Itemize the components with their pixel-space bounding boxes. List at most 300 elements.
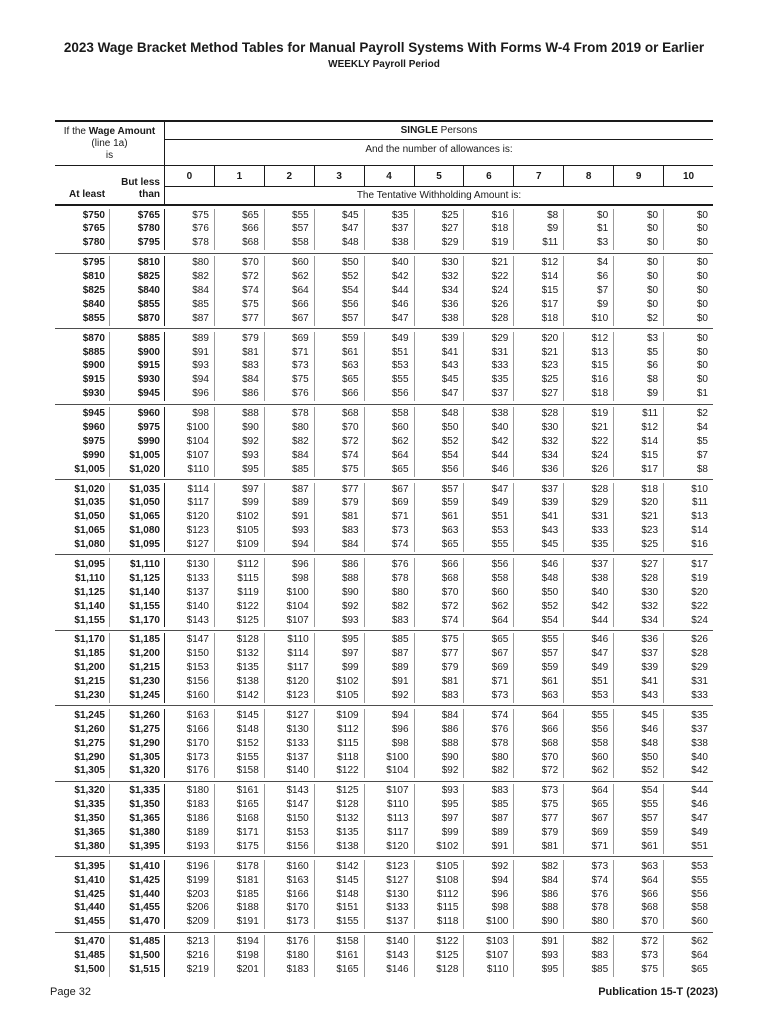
withholding-amount: $63	[514, 689, 564, 703]
withholding-amount: $64	[365, 449, 415, 463]
withholding-amount: $87	[464, 812, 514, 826]
wage-bracket-row	[55, 826, 713, 840]
withholding-amount: $29	[464, 332, 514, 346]
at-least-value: $855	[55, 312, 110, 326]
withholding-amount: $90	[514, 915, 564, 929]
withholding-amount: $122	[215, 600, 265, 614]
withholding-amount: $48	[415, 407, 465, 421]
withholding-amount: $86	[514, 888, 564, 902]
withholding-amount: $14	[691, 525, 708, 537]
withholding-amount: $46	[365, 298, 415, 312]
at-least-value: $930	[55, 387, 110, 401]
withholding-amount: $110	[265, 633, 315, 647]
wage-row-group	[55, 328, 713, 403]
withholding-amount: $127	[165, 538, 215, 552]
withholding-amount: $45	[415, 373, 465, 387]
withholding-amount: $74	[365, 538, 415, 552]
withholding-amount: $59	[614, 826, 664, 840]
withholding-amount: $38	[365, 236, 415, 250]
at-least-value: $885	[55, 346, 110, 360]
withholding-amount: $19	[564, 407, 614, 421]
wage-bracket-row	[55, 798, 713, 812]
withholding-amount: $156	[265, 840, 315, 854]
at-least-value: $750	[55, 209, 110, 223]
withholding-amount: $133	[165, 572, 215, 586]
withholding-amount: $183	[265, 963, 315, 977]
withholding-amount: $42	[564, 600, 614, 614]
withholding-amount: $171	[215, 826, 265, 840]
wage-bracket-row	[55, 901, 713, 915]
withholding-amount: $15	[514, 284, 564, 298]
withholding-amount: $8	[696, 463, 708, 475]
withholding-amount: $168	[215, 812, 265, 826]
withholding-amount: $60	[265, 256, 315, 270]
withholding-amount: $91	[514, 935, 564, 949]
wage-bracket-row	[55, 812, 713, 826]
withholding-amount: $158	[215, 764, 265, 778]
but-less-than-value: $1,305	[110, 751, 165, 765]
withholding-amount: $81	[315, 510, 365, 524]
withholding-amount: $0	[564, 209, 614, 223]
wage-row-group	[55, 479, 713, 554]
but-less-than-value: $1,470	[110, 915, 165, 929]
withholding-amount: $145	[215, 709, 265, 723]
withholding-amount: $138	[315, 840, 365, 854]
withholding-amount: $37	[464, 387, 514, 401]
but-less-than-value: $1,200	[110, 647, 165, 661]
but-less-than-value: $825	[110, 270, 165, 284]
withholding-amount: $115	[415, 901, 465, 915]
withholding-amount: $20	[614, 496, 664, 510]
wage-bracket-row	[55, 614, 713, 628]
withholding-amount: $91	[165, 346, 215, 360]
withholding-amount: $28	[614, 572, 664, 586]
wage-bracket-row	[55, 463, 713, 477]
withholding-amount: $45	[514, 538, 564, 552]
withholding-amount: $109	[215, 538, 265, 552]
withholding-amount: $72	[315, 435, 365, 449]
but-less-than-value: $1,230	[110, 675, 165, 689]
withholding-amount: $55	[265, 209, 315, 223]
withholding-amount: $82	[564, 935, 614, 949]
withholding-amount: $104	[165, 435, 215, 449]
withholding-amount: $9	[564, 298, 614, 312]
withholding-amount: $40	[691, 751, 708, 763]
withholding-amount: $59	[315, 332, 365, 346]
wage-bracket-row	[55, 332, 713, 346]
withholding-amount: $0	[614, 222, 664, 236]
withholding-amount: $102	[415, 840, 465, 854]
withholding-amount: $46	[614, 723, 664, 737]
allowance-column-header: 10	[682, 171, 695, 182]
withholding-amount: $33	[464, 359, 514, 373]
withholding-amount: $85	[265, 463, 315, 477]
withholding-amount: $69	[464, 661, 514, 675]
withholding-amount: $32	[415, 270, 465, 284]
withholding-amount: $13	[564, 346, 614, 360]
at-least-value: $975	[55, 435, 110, 449]
withholding-amount: $3	[614, 332, 664, 346]
withholding-amount: $4	[564, 256, 614, 270]
wage-row-group	[55, 630, 713, 705]
withholding-amount: $95	[514, 963, 564, 977]
withholding-amount: $39	[614, 661, 664, 675]
withholding-amount: $37	[365, 222, 415, 236]
withholding-amount: $17	[514, 298, 564, 312]
withholding-amount: $23	[514, 359, 564, 373]
withholding-amount: $50	[614, 751, 664, 765]
withholding-amount: $173	[265, 915, 315, 929]
withholding-amount: $35	[365, 209, 415, 223]
withholding-amount: $49	[464, 496, 514, 510]
withholding-amount: $9	[514, 222, 564, 236]
withholding-amount: $83	[464, 784, 514, 798]
withholding-amount: $146	[365, 963, 415, 977]
withholding-amount: $64	[514, 709, 564, 723]
withholding-amount: $0	[696, 271, 708, 283]
withholding-amount: $120	[365, 840, 415, 854]
withholding-amount: $79	[415, 661, 465, 675]
at-least-value: $795	[55, 256, 110, 270]
wage-bracket-row	[55, 524, 713, 538]
withholding-amount: $84	[215, 373, 265, 387]
withholding-amount: $112	[415, 888, 465, 902]
withholding-amount: $104	[365, 764, 415, 778]
withholding-amount: $6	[614, 359, 664, 373]
withholding-amount: $1	[696, 388, 708, 400]
withholding-amount: $127	[265, 709, 315, 723]
withholding-amount: $93	[415, 784, 465, 798]
withholding-amount: $57	[265, 222, 315, 236]
withholding-amount: $11	[614, 407, 664, 421]
withholding-amount: $19	[464, 236, 514, 250]
withholding-amount: $93	[215, 449, 265, 463]
withholding-amount: $36	[514, 463, 564, 477]
withholding-amount: $151	[315, 901, 365, 915]
at-least-value: $1,005	[55, 463, 110, 477]
withholding-amount: $54	[415, 449, 465, 463]
withholding-amount: $130	[165, 558, 215, 572]
withholding-amount: $58	[691, 902, 708, 914]
withholding-amount: $118	[415, 915, 465, 929]
withholding-amount: $40	[464, 421, 514, 435]
withholding-amount: $75	[315, 463, 365, 477]
withholding-amount: $46	[514, 558, 564, 572]
withholding-amount: $73	[514, 784, 564, 798]
allowance-column-header: 1	[215, 166, 265, 186]
withholding-amount: $97	[415, 812, 465, 826]
but-less-than-value: $1,410	[110, 860, 165, 874]
withholding-amount: $142	[315, 860, 365, 874]
withholding-amount: $74	[564, 874, 614, 888]
but-less-than-value: $855	[110, 298, 165, 312]
withholding-amount: $34	[415, 284, 465, 298]
withholding-amount: $79	[215, 332, 265, 346]
wage-bracket-row	[55, 538, 713, 552]
withholding-amount: $65	[464, 633, 514, 647]
but-less-than-value: $1,260	[110, 709, 165, 723]
withholding-amount: $143	[165, 614, 215, 628]
withholding-amount: $68	[215, 236, 265, 250]
at-least-value: $810	[55, 270, 110, 284]
but-less-than-value: $1,050	[110, 496, 165, 510]
wage-bracket-row	[55, 764, 713, 778]
but-less-than-value: $915	[110, 359, 165, 373]
withholding-amount: $89	[165, 332, 215, 346]
withholding-amount: $38	[415, 312, 465, 326]
but-less-than-value: $885	[110, 332, 165, 346]
allowance-column-header: 4	[365, 166, 415, 186]
withholding-amount: $160	[165, 689, 215, 703]
withholding-amount: $91	[265, 510, 315, 524]
withholding-amount: $42	[464, 435, 514, 449]
wage-bracket-row	[55, 359, 713, 373]
at-least-value: $1,155	[55, 614, 110, 628]
but-less-than-value: $930	[110, 373, 165, 387]
withholding-amount: $189	[165, 826, 215, 840]
withholding-amount: $62	[464, 600, 514, 614]
at-least-value: $1,140	[55, 600, 110, 614]
withholding-amount: $58	[265, 236, 315, 250]
but-less-than-value: $870	[110, 312, 165, 326]
withholding-amount: $165	[315, 963, 365, 977]
withholding-amount: $21	[464, 256, 514, 270]
withholding-amount: $35	[564, 538, 614, 552]
withholding-amount: $50	[514, 586, 564, 600]
withholding-amount: $66	[614, 888, 664, 902]
withholding-amount: $148	[215, 723, 265, 737]
wage-bracket-row	[55, 888, 713, 902]
withholding-amount: $53	[691, 860, 708, 872]
withholding-amount: $67	[265, 312, 315, 326]
single-persons-header: SINGLE Persons	[165, 122, 713, 140]
withholding-amount: $96	[165, 387, 215, 401]
withholding-amount: $92	[464, 860, 514, 874]
withholding-amount: $98	[365, 737, 415, 751]
withholding-amount: $44	[691, 785, 708, 797]
withholding-amount: $70	[315, 421, 365, 435]
allowances-label: And the number of allowances is:	[365, 144, 513, 155]
withholding-amount: $49	[365, 332, 415, 346]
withholding-amount: $49	[691, 827, 708, 839]
withholding-amount: $176	[165, 764, 215, 778]
withholding-amount: $58	[564, 737, 614, 751]
withholding-amount: $37	[614, 647, 664, 661]
withholding-amount: $66	[215, 222, 265, 236]
withholding-amount: $80	[464, 751, 514, 765]
withholding-amount: $64	[265, 284, 315, 298]
wage-bracket-row	[55, 435, 713, 449]
withholding-amount: $81	[514, 840, 564, 854]
page-footer	[50, 986, 718, 998]
withholding-amount: $6	[564, 270, 614, 284]
withholding-amount: $32	[614, 600, 664, 614]
withholding-amount: $0	[614, 298, 664, 312]
but-less-than-value: $945	[110, 387, 165, 401]
withholding-amount: $65	[365, 463, 415, 477]
withholding-amount: $83	[365, 614, 415, 628]
withholding-amount: $94	[464, 874, 514, 888]
withholding-amount: $128	[315, 798, 365, 812]
withholding-amount: $125	[415, 949, 465, 963]
withholding-amount: $64	[691, 950, 708, 962]
withholding-amount: $18	[464, 222, 514, 236]
withholding-amount: $105	[315, 689, 365, 703]
withholding-amount: $78	[265, 407, 315, 421]
but-less-than-value: $1,515	[110, 963, 165, 977]
wage-bracket-row	[55, 935, 713, 949]
withholding-amount: $54	[514, 614, 564, 628]
withholding-amount: $56	[564, 723, 614, 737]
wage-amount-header	[55, 122, 165, 165]
withholding-amount: $75	[165, 209, 215, 223]
withholding-amount: $73	[564, 860, 614, 874]
withholding-amount: $52	[415, 435, 465, 449]
withholding-amount: $84	[315, 538, 365, 552]
wage-bracket-row	[55, 784, 713, 798]
withholding-amount: $0	[614, 284, 664, 298]
withholding-amount: $74	[415, 614, 465, 628]
withholding-amount: $80	[564, 915, 614, 929]
withholding-amount: $53	[365, 359, 415, 373]
withholding-amount: $42	[691, 765, 708, 777]
withholding-amount: $142	[215, 689, 265, 703]
withholding-amount: $52	[614, 764, 664, 778]
withholding-amount: $100	[265, 586, 315, 600]
but-less-than-value: $990	[110, 435, 165, 449]
withholding-amount: $105	[215, 524, 265, 538]
withholding-amount: $43	[415, 359, 465, 373]
withholding-amount: $118	[315, 751, 365, 765]
withholding-amount: $180	[265, 949, 315, 963]
withholding-amount: $92	[215, 435, 265, 449]
but-less-than-value: $1,170	[110, 614, 165, 628]
withholding-amount: $16	[464, 209, 514, 223]
withholding-amount: $75	[514, 798, 564, 812]
withholding-amount: $69	[365, 496, 415, 510]
withholding-amount: $152	[215, 737, 265, 751]
withholding-amount: $114	[165, 483, 215, 497]
at-least-value: $870	[55, 332, 110, 346]
wage-column-labels	[55, 166, 165, 204]
withholding-amount: $65	[691, 964, 708, 976]
at-least-value: $840	[55, 298, 110, 312]
withholding-amount: $37	[564, 558, 614, 572]
withholding-amount: $206	[165, 901, 215, 915]
withholding-amount: $191	[215, 915, 265, 929]
withholding-amount: $78	[464, 737, 514, 751]
withholding-amount: $15	[614, 449, 664, 463]
withholding-amount: $143	[365, 949, 415, 963]
withholding-amount: $67	[564, 812, 614, 826]
withholding-amount: $47	[315, 222, 365, 236]
withholding-amount: $75	[614, 963, 664, 977]
withholding-amount: $75	[265, 373, 315, 387]
withholding-amount: $24	[691, 614, 708, 626]
withholding-amount: $16	[691, 539, 708, 551]
withholding-amount: $74	[215, 284, 265, 298]
withholding-amount: $186	[165, 812, 215, 826]
but-less-than-value: $1,020	[110, 463, 165, 477]
withholding-amount: $73	[614, 949, 664, 963]
withholding-amount: $88	[315, 572, 365, 586]
withholding-amount: $100	[365, 751, 415, 765]
withholding-amount: $62	[691, 936, 708, 948]
but-less-than-value: $1,350	[110, 798, 165, 812]
withholding-amount: $93	[265, 524, 315, 538]
wage-bracket-row	[55, 709, 713, 723]
but-less-label-line1: But less	[121, 177, 160, 188]
at-least-value: $1,290	[55, 751, 110, 765]
withholding-amount: $125	[315, 784, 365, 798]
but-less-than-value: $1,455	[110, 901, 165, 915]
withholding-amount: $216	[165, 949, 215, 963]
withholding-amount: $28	[514, 407, 564, 421]
withholding-amount: $83	[215, 359, 265, 373]
withholding-amount: $68	[514, 737, 564, 751]
withholding-amount: $57	[315, 312, 365, 326]
withholding-amount: $28	[564, 483, 614, 497]
withholding-amount: $55	[365, 373, 415, 387]
allowance-column-header: 7	[514, 166, 564, 186]
payroll-period-subtitle: WEEKLY Payroll Period	[328, 59, 440, 70]
withholding-amount: $108	[415, 874, 465, 888]
withholding-amount: $61	[614, 840, 664, 854]
wage-bracket-row	[55, 298, 713, 312]
withholding-amount: $0	[614, 236, 664, 250]
withholding-amount: $47	[691, 813, 708, 825]
wage-bracket-row	[55, 874, 713, 888]
at-least-value: $1,215	[55, 675, 110, 689]
withholding-amount: $74	[315, 449, 365, 463]
but-less-than-value: $1,395	[110, 840, 165, 854]
withholding-amount: $120	[265, 675, 315, 689]
withholding-amount: $56	[365, 387, 415, 401]
withholding-amount: $20	[514, 332, 564, 346]
withholding-amount: $94	[265, 538, 315, 552]
withholding-amount: $27	[415, 222, 465, 236]
withholding-amount: $31	[464, 346, 514, 360]
withholding-amount: $77	[315, 483, 365, 497]
withholding-amount: $52	[315, 270, 365, 284]
wage-bracket-row	[55, 483, 713, 497]
withholding-amount: $31	[564, 510, 614, 524]
withholding-amount: $64	[564, 784, 614, 798]
but-less-than-value: $1,125	[110, 572, 165, 586]
withholding-amount: $165	[215, 798, 265, 812]
withholding-amount: $76	[464, 723, 514, 737]
withholding-amount: $0	[696, 298, 708, 310]
wage-row-group	[55, 781, 713, 856]
at-least-value: $1,065	[55, 524, 110, 538]
withholding-amount: $62	[564, 764, 614, 778]
withholding-amount: $36	[415, 298, 465, 312]
withholding-amount: $135	[315, 826, 365, 840]
at-least-value: $1,170	[55, 633, 110, 647]
wage-bracket-row	[55, 860, 713, 874]
withholding-amount: $90	[215, 421, 265, 435]
withholding-amount: $51	[564, 675, 614, 689]
withholding-amount: $90	[315, 586, 365, 600]
withholding-amount: $43	[514, 524, 564, 538]
withholding-amount: $89	[265, 496, 315, 510]
withholding-amount: $5	[696, 435, 708, 447]
at-least-value: $990	[55, 449, 110, 463]
withholding-amount: $36	[614, 633, 664, 647]
withholding-amount: $96	[265, 558, 315, 572]
but-less-than-value: $1,290	[110, 737, 165, 751]
withholding-amount: $99	[415, 826, 465, 840]
